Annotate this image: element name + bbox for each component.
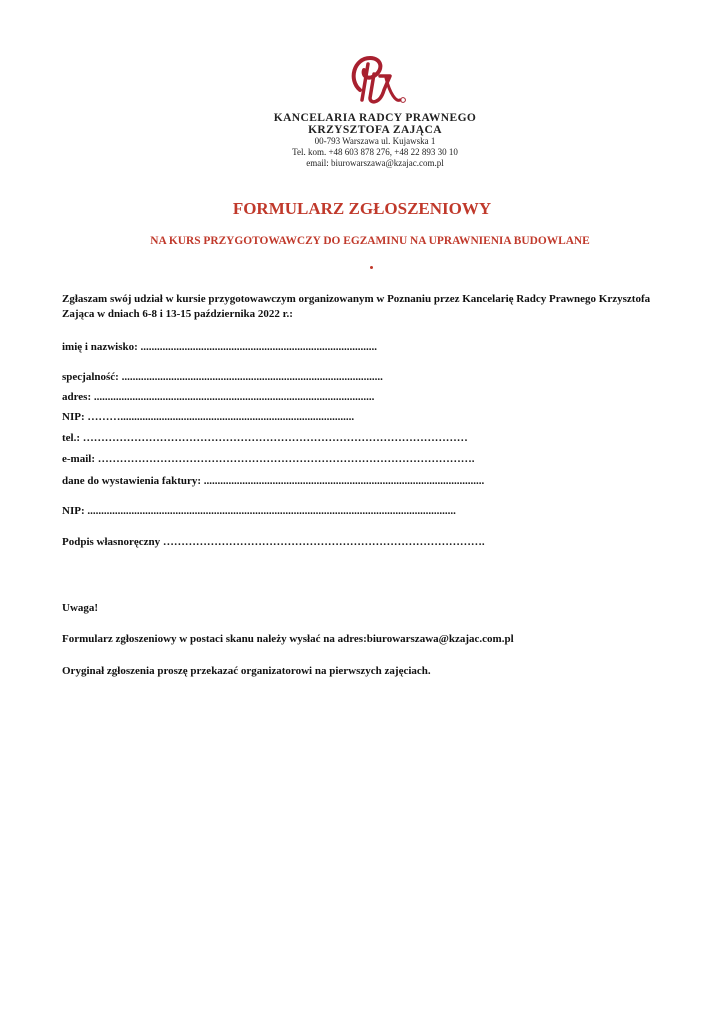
field-phone (62, 431, 524, 445)
field-email (62, 452, 540, 466)
field-dots: ...................................................................................................................................... (87, 505, 456, 517)
intro-paragraph: Zgłaszam swój udział w kursie przygotowawczym organizowanym w Poznaniu przez Kancelarię Radcy Prawnego Krzysztofa Zająca w dniach 6-8 i 13-15 października 2022 r.: (62, 293, 651, 320)
field-dots: …………………………………………………………………………………………. (97, 453, 475, 465)
field-nip (62, 410, 412, 424)
field-label: specjalność: (62, 371, 119, 383)
kzp-monogram-logo (340, 50, 410, 108)
company-name-line2: KRZYSZTOFA ZAJĄCA (308, 124, 442, 136)
field-full-name (62, 340, 412, 354)
field-label: adres: (62, 391, 92, 403)
field-specialty (62, 370, 412, 384)
field-dots: ...................................................................................................... (203, 475, 485, 487)
field-dots: …………………………………………………………………………………………… (82, 432, 468, 444)
field-dots: ...................................................................................................... (93, 391, 375, 403)
letterhead (240, 112, 510, 169)
field-invoice-nip (62, 504, 540, 518)
field-label: NIP: (62, 505, 85, 517)
company-phone: Tel. kom. +48 603 878 276, +48 22 893 30 10 (292, 147, 458, 157)
field-dots: ............................................................................................... (121, 371, 383, 383)
field-dots: ……………………………………………………………………………. (162, 536, 485, 548)
decorative-dot (370, 266, 373, 269)
field-dots: ...................................................................................... (140, 341, 378, 353)
company-email: email: biurowarszawa@kzajac.com.pl (306, 158, 444, 168)
company-name-line1: KANCELARIA RADCY PRAWNEGO (273, 112, 477, 124)
field-label: imię i nazwisko: (62, 341, 138, 353)
note-scan-instruction: Formularz zgłoszeniowy w postaci skanu należy wysłać na adres:biurowarszawa@kzajac.com.pl (62, 633, 514, 645)
field-address (62, 390, 412, 404)
field-signature (62, 535, 540, 549)
form-title: FORMULARZ ZGŁOSZENIOWY (232, 199, 492, 218)
field-label: e-mail: (62, 453, 95, 465)
field-label: tel.: (62, 432, 81, 444)
field-label: Podpis własnoręczny (62, 536, 161, 548)
field-dots: ………..................................................................................... (87, 411, 355, 423)
field-label: dane do wystawienia faktury: (62, 475, 202, 487)
note-heading: Uwaga! (62, 602, 99, 614)
field-invoice-data (62, 474, 540, 488)
form-subtitle: NA KURS PRZYGOTOWAWCZY DO EGZAMINU NA UPRAWNIENIA BUDOWLANE (150, 235, 590, 247)
note-original-instruction: Oryginał zgłoszenia proszę przekazać organizatorowi na pierwszych zajęciach. (62, 665, 431, 677)
company-address: 00-793 Warszawa ul. Kujawska 1 (314, 136, 436, 146)
field-label: NIP: (62, 411, 85, 423)
